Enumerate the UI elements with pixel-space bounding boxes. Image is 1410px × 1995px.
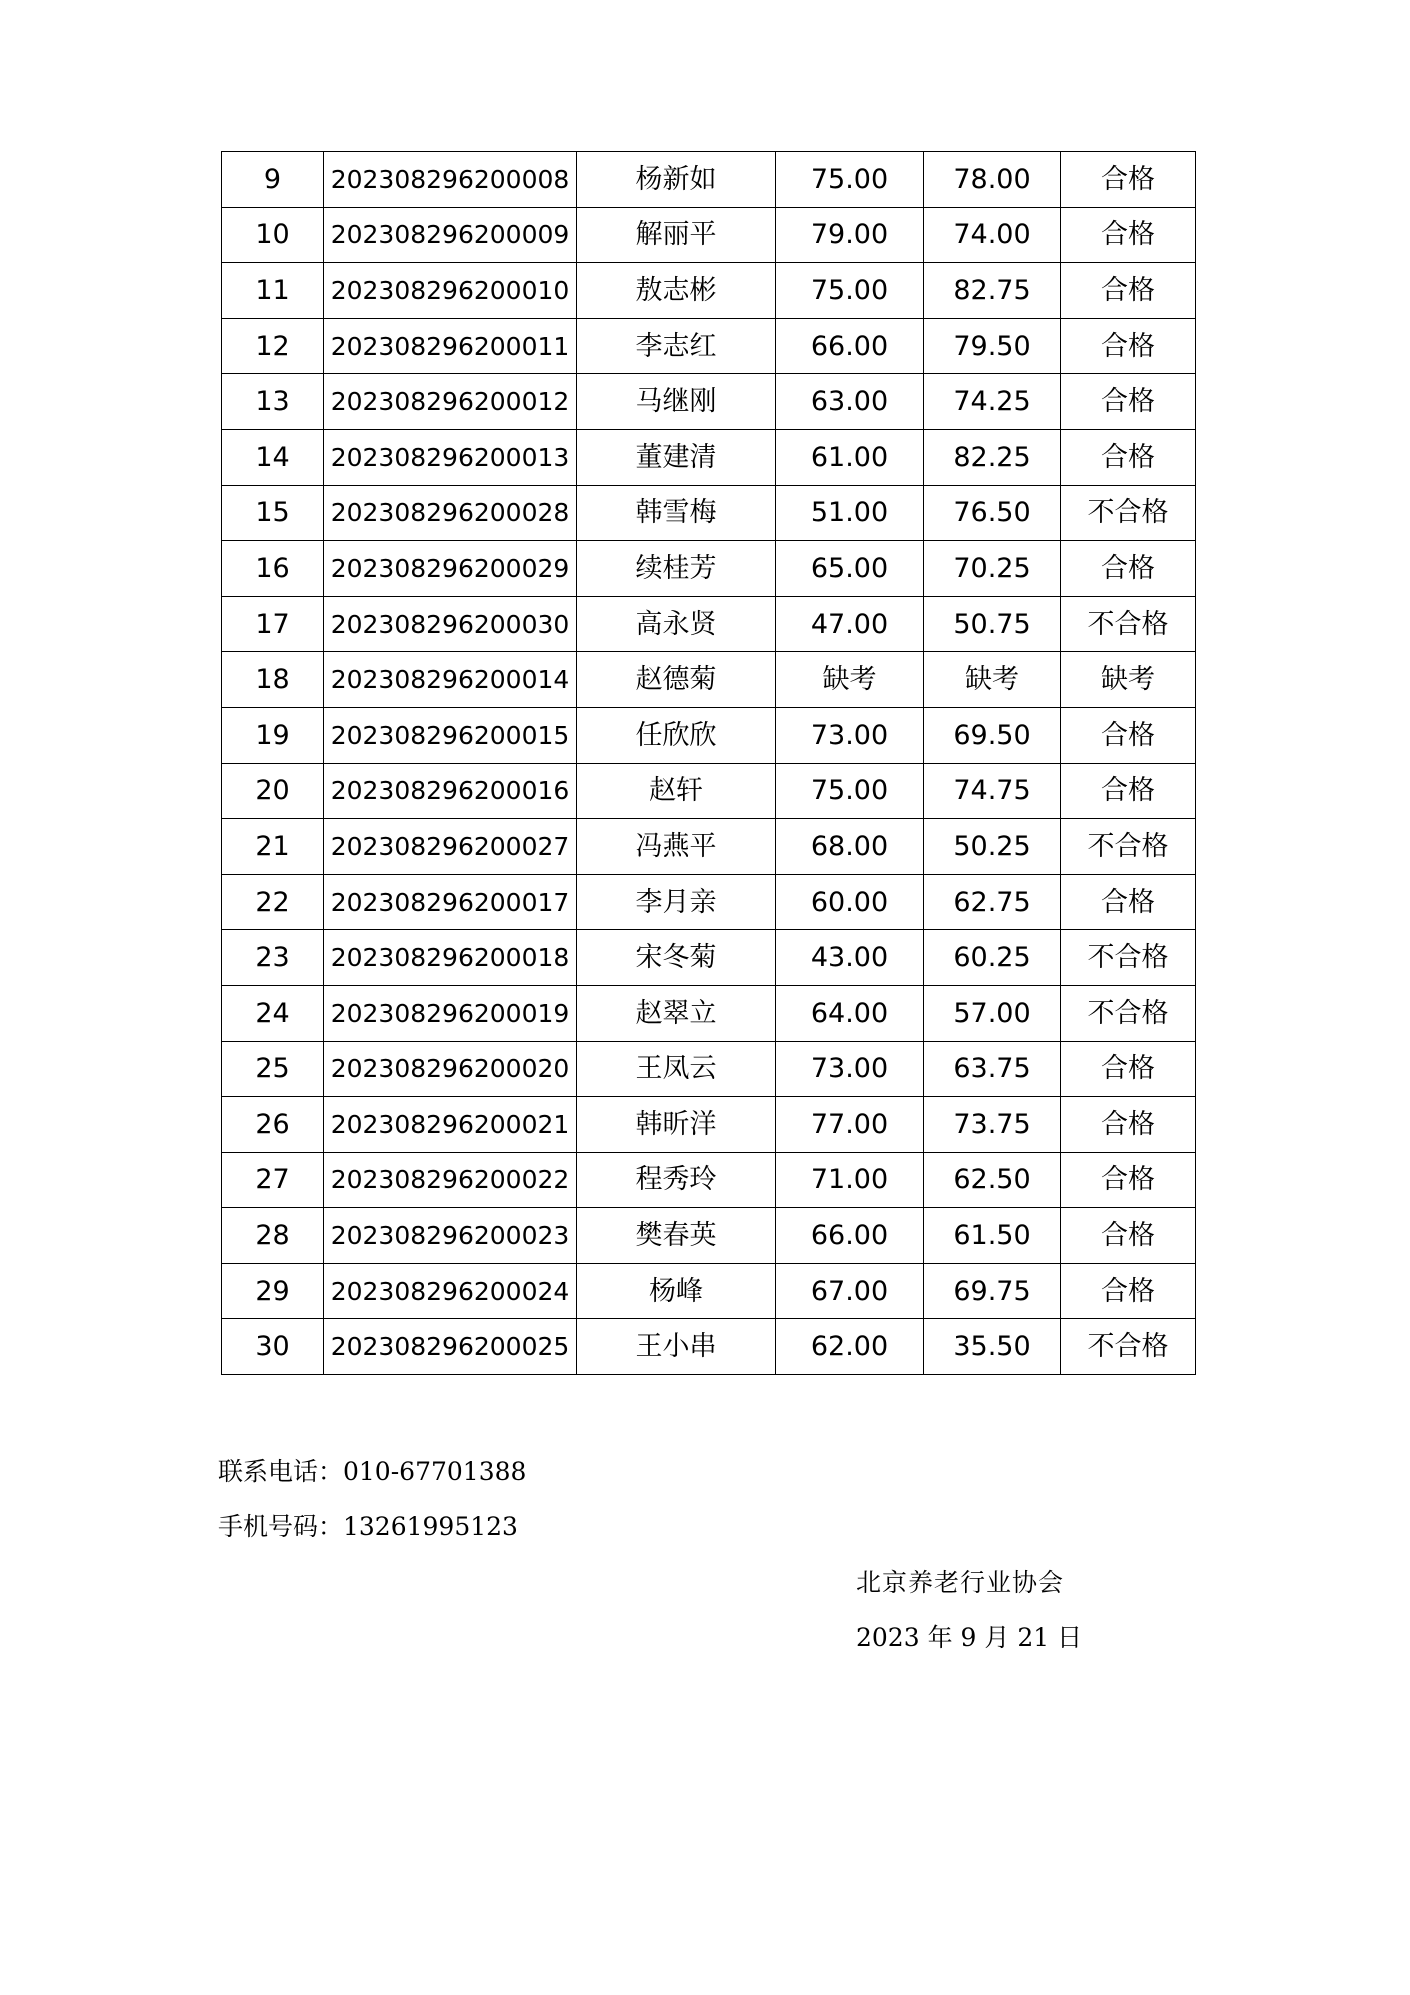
cell-score-1: 73.00 [776,1041,924,1097]
table-row [222,485,1196,541]
cell-name: 任欣欣 [577,707,776,763]
table-row [222,1041,1196,1097]
cell-score-1: 60.00 [776,874,924,930]
cell-score-2: 78.00 [924,152,1061,208]
cell-number: 19 [222,707,324,763]
cell-score-2: 74.00 [924,207,1061,263]
cell-number: 17 [222,596,324,652]
cell-name: 董建清 [577,429,776,485]
cell-score-1: 75.00 [776,763,924,819]
cell-exam-id: 202308296200012 [324,374,577,430]
table-row [222,763,1196,819]
cell-result: 合格 [1061,1152,1196,1208]
signature-date: 2023 年 9 月 21 日 [856,1623,1083,1652]
cell-result: 合格 [1061,763,1196,819]
table-row [222,596,1196,652]
table-row [222,819,1196,875]
cell-name: 赵轩 [577,763,776,819]
cell-exam-id: 202308296200025 [324,1319,577,1375]
cell-exam-id: 202308296200028 [324,485,577,541]
cell-number: 29 [222,1263,324,1319]
cell-name: 程秀玲 [577,1152,776,1208]
cell-number: 9 [222,152,324,208]
cell-name: 杨新如 [577,152,776,208]
table-row [222,707,1196,763]
cell-number: 14 [222,429,324,485]
cell-score-2: 76.50 [924,485,1061,541]
cell-exam-id: 202308296200009 [324,207,577,263]
cell-result: 合格 [1061,263,1196,319]
cell-number: 16 [222,541,324,597]
cell-result: 合格 [1061,1208,1196,1264]
cell-name: 韩昕洋 [577,1097,776,1153]
cell-name: 杨峰 [577,1263,776,1319]
cell-result: 合格 [1061,374,1196,430]
cell-score-2: 74.75 [924,763,1061,819]
cell-number: 13 [222,374,324,430]
cell-result: 不合格 [1061,1319,1196,1375]
cell-number: 15 [222,485,324,541]
cell-name: 王凤云 [577,1041,776,1097]
table-row [222,263,1196,319]
cell-name: 李月亲 [577,874,776,930]
cell-name: 李志红 [577,318,776,374]
table-row [222,1208,1196,1264]
cell-score-2: 73.75 [924,1097,1061,1153]
cell-result: 合格 [1061,318,1196,374]
cell-score-2: 62.75 [924,874,1061,930]
cell-result: 合格 [1061,1041,1196,1097]
cell-number: 20 [222,763,324,819]
cell-exam-id: 202308296200029 [324,541,577,597]
cell-number: 10 [222,207,324,263]
cell-score-1: 63.00 [776,374,924,430]
cell-number: 30 [222,1319,324,1375]
cell-name: 韩雪梅 [577,485,776,541]
cell-number: 21 [222,819,324,875]
table-row [222,930,1196,986]
cell-number: 12 [222,318,324,374]
table-row [222,541,1196,597]
cell-score-2: 79.50 [924,318,1061,374]
cell-number: 23 [222,930,324,986]
cell-exam-id: 202308296200017 [324,874,577,930]
cell-score-1: 64.00 [776,985,924,1041]
cell-name: 马继刚 [577,374,776,430]
cell-score-1: 65.00 [776,541,924,597]
cell-score-2: 82.25 [924,429,1061,485]
cell-exam-id: 202308296200010 [324,263,577,319]
cell-score-1: 77.00 [776,1097,924,1153]
cell-exam-id: 202308296200018 [324,930,577,986]
cell-score-1: 79.00 [776,207,924,263]
cell-exam-id: 202308296200027 [324,819,577,875]
cell-exam-id: 202308296200016 [324,763,577,819]
cell-exam-id: 202308296200021 [324,1097,577,1153]
cell-exam-id: 202308296200030 [324,596,577,652]
cell-exam-id: 202308296200024 [324,1263,577,1319]
cell-score-1: 43.00 [776,930,924,986]
cell-score-1: 66.00 [776,1208,924,1264]
cell-exam-id: 202308296200013 [324,429,577,485]
cell-score-2: 69.50 [924,707,1061,763]
cell-score-1: 51.00 [776,485,924,541]
cell-name: 续桂芳 [577,541,776,597]
table-row [222,429,1196,485]
score-table [221,151,1196,1375]
cell-name: 敖志彬 [577,263,776,319]
table-row [222,318,1196,374]
contact-mobile: 手机号码：13261995123 [218,1512,518,1541]
cell-score-1: 68.00 [776,819,924,875]
cell-result: 合格 [1061,429,1196,485]
cell-score-2: 63.75 [924,1041,1061,1097]
cell-score-1: 67.00 [776,1263,924,1319]
cell-result: 不合格 [1061,930,1196,986]
cell-score-2: 74.25 [924,374,1061,430]
cell-exam-id: 202308296200020 [324,1041,577,1097]
cell-score-2: 57.00 [924,985,1061,1041]
cell-score-2: 69.75 [924,1263,1061,1319]
cell-score-1: 缺考 [776,652,924,708]
cell-name: 王小串 [577,1319,776,1375]
table-row [222,374,1196,430]
cell-result: 合格 [1061,707,1196,763]
cell-score-2: 35.50 [924,1319,1061,1375]
score-table-body [222,152,1196,1375]
cell-number: 27 [222,1152,324,1208]
cell-exam-id: 202308296200011 [324,318,577,374]
table-row [222,152,1196,208]
cell-result: 合格 [1061,874,1196,930]
cell-number: 11 [222,263,324,319]
cell-result: 合格 [1061,1263,1196,1319]
cell-name: 冯燕平 [577,819,776,875]
cell-exam-id: 202308296200022 [324,1152,577,1208]
cell-number: 18 [222,652,324,708]
cell-result: 不合格 [1061,985,1196,1041]
table-row [222,652,1196,708]
cell-score-2: 缺考 [924,652,1061,708]
table-row [222,1263,1196,1319]
cell-number: 25 [222,1041,324,1097]
cell-result: 合格 [1061,152,1196,208]
cell-exam-id: 202308296200014 [324,652,577,708]
cell-name: 高永贤 [577,596,776,652]
cell-score-1: 75.00 [776,263,924,319]
cell-score-1: 66.00 [776,318,924,374]
table-row [222,1152,1196,1208]
cell-score-1: 75.00 [776,152,924,208]
cell-score-1: 73.00 [776,707,924,763]
table-row [222,874,1196,930]
cell-result: 不合格 [1061,485,1196,541]
cell-exam-id: 202308296200008 [324,152,577,208]
cell-score-2: 60.25 [924,930,1061,986]
cell-exam-id: 202308296200019 [324,985,577,1041]
cell-exam-id: 202308296200015 [324,707,577,763]
cell-score-1: 61.00 [776,429,924,485]
cell-name: 赵德菊 [577,652,776,708]
contact-phone: 联系电话：010-67701388 [218,1457,527,1486]
cell-name: 解丽平 [577,207,776,263]
cell-score-2: 61.50 [924,1208,1061,1264]
table-row [222,985,1196,1041]
cell-result: 合格 [1061,541,1196,597]
cell-score-2: 70.25 [924,541,1061,597]
cell-score-1: 47.00 [776,596,924,652]
cell-score-1: 71.00 [776,1152,924,1208]
cell-name: 赵翠立 [577,985,776,1041]
cell-result: 不合格 [1061,819,1196,875]
table-row [222,1097,1196,1153]
cell-number: 22 [222,874,324,930]
cell-number: 24 [222,985,324,1041]
cell-score-2: 82.75 [924,263,1061,319]
cell-score-1: 62.00 [776,1319,924,1375]
cell-result: 不合格 [1061,596,1196,652]
cell-result: 合格 [1061,207,1196,263]
cell-name: 宋冬菊 [577,930,776,986]
table-row [222,207,1196,263]
cell-name: 樊春英 [577,1208,776,1264]
cell-number: 26 [222,1097,324,1153]
cell-result: 缺考 [1061,652,1196,708]
cell-result: 合格 [1061,1097,1196,1153]
cell-exam-id: 202308296200023 [324,1208,577,1264]
cell-number: 28 [222,1208,324,1264]
signature-organization: 北京养老行业协会 [856,1568,1065,1597]
cell-score-2: 62.50 [924,1152,1061,1208]
cell-score-2: 50.25 [924,819,1061,875]
cell-score-2: 50.75 [924,596,1061,652]
table-row [222,1319,1196,1375]
